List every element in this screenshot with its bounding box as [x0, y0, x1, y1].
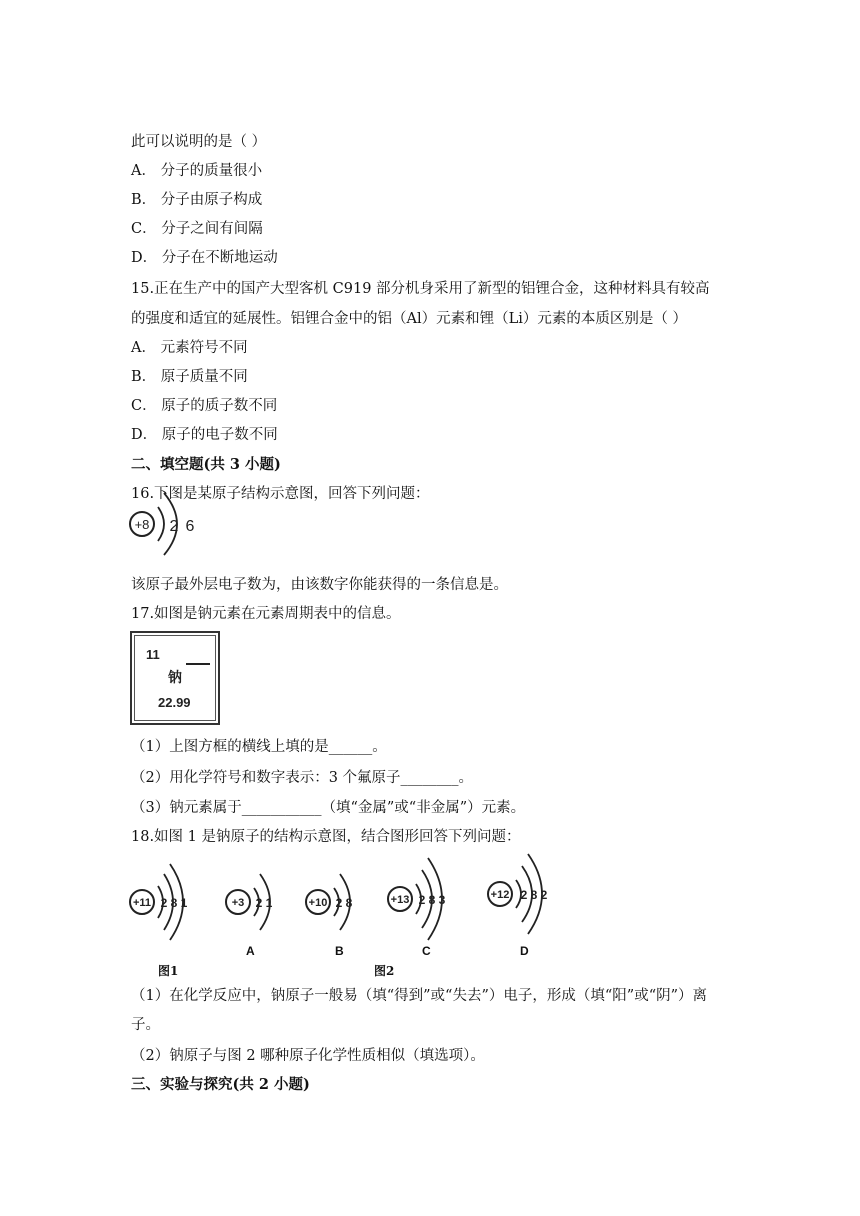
question-17-part-3: （3）钠元素属于___________（填“金属”或“非金属”）元素。: [131, 800, 526, 816]
question-17-part-2: （2）用化学符号和数字表示：3 个氟原子________。: [131, 770, 474, 786]
nucleus-label: +13: [390, 894, 410, 906]
shell-counts: 2 8 2: [520, 888, 548, 902]
shell-counts: 2 8 3: [418, 893, 446, 907]
figure-caption-2: 图2: [374, 964, 395, 978]
question-18-part-1: （1）在化学反应中，钠原子一般易（填“得到”或“失去”）电子，形成（填“阳”或“阴”）离: [131, 988, 708, 1004]
nucleus-label: +3: [231, 897, 245, 909]
option-a-15: A． 元素符号不同: [131, 340, 248, 356]
shell-2-count-16: 6: [185, 518, 195, 535]
atom-diagram-na: [128, 862, 202, 942]
nucleus-label: +10: [308, 897, 328, 909]
shell-counts: 2 1: [255, 896, 273, 910]
atom-diagram-b: [304, 868, 366, 938]
nucleus-label: +12: [490, 889, 510, 901]
shell-1-count-16: 2: [169, 518, 179, 535]
blank-symbol-line: [186, 663, 210, 665]
atomic-mass: 22.99: [158, 695, 191, 710]
question-15-text: 15.正在生产中的国产大型客机 C919 部分机身采用了新型的铝锂合金，这种材料具有较高: [131, 281, 710, 297]
question-17-part-1: （1）上图方框的横线上填的是______。: [131, 739, 387, 755]
shell-counts: 2 8 1: [160, 896, 188, 910]
option-b-15: B． 原子质量不同: [131, 369, 248, 385]
option-d-14: D． 分子在不断地运动: [131, 250, 278, 266]
question-17-text: 17.如图是钠元素在元素周期表中的信息。: [131, 606, 401, 622]
atom-diagram-16: [128, 487, 208, 561]
question-16-prompt: 该原子最外层电子数为，由该数字你能获得的一条信息是。: [131, 577, 508, 593]
option-c-14: C． 分子之间有间隔: [131, 221, 263, 237]
option-label-d: D: [520, 944, 529, 958]
question-18-part-1-cont: 子。: [131, 1017, 160, 1033]
element-name: 钠: [168, 670, 182, 686]
option-label-c: C: [422, 944, 431, 958]
option-b-14: B． 分子由原子构成: [131, 192, 263, 208]
question-text-l1: 此可以说明的是（ ）: [131, 134, 267, 150]
figure-caption-1: 图1: [158, 964, 179, 978]
nucleus-label-16: +8: [134, 517, 150, 532]
atom-diagram-a: [224, 868, 284, 938]
option-c-15: C． 原子的质子数不同: [131, 398, 278, 414]
option-label-a: A: [246, 944, 255, 958]
question-18-part-2: （2）钠原子与图 2 哪种原子化学性质相似（填选项）。: [131, 1048, 485, 1064]
section-heading-experiment: 三、实验与探究(共 2 小题): [131, 1076, 310, 1093]
atomic-number: 11: [146, 647, 160, 662]
section-heading-fill-in: 二、填空题(共 3 小题): [131, 456, 281, 473]
atom-diagrams-18: [128, 850, 568, 980]
atom-diagram-c: [386, 854, 460, 944]
question-15-text-cont: 的强度和适宜的延展性。铝锂合金中的铝（Al）元素和锂（Li）元素的本质区别是（ ）: [131, 311, 687, 327]
periodic-cell-sodium: [130, 631, 220, 725]
question-18-text: 18.如图 1 是钠原子的结构示意图，结合图形回答下列问题：: [131, 829, 521, 845]
option-label-b: B: [335, 944, 344, 958]
atom-diagram-d: [486, 852, 560, 936]
option-a-14: A． 分子的质量很小: [131, 163, 263, 179]
nucleus-label: +11: [132, 897, 152, 909]
option-d-15: D． 原子的电子数不同: [131, 427, 278, 443]
question-16-text: 16.下图是某原子结构示意图，回答下列问题：: [131, 486, 430, 502]
shell-counts: 2 8: [335, 896, 353, 910]
